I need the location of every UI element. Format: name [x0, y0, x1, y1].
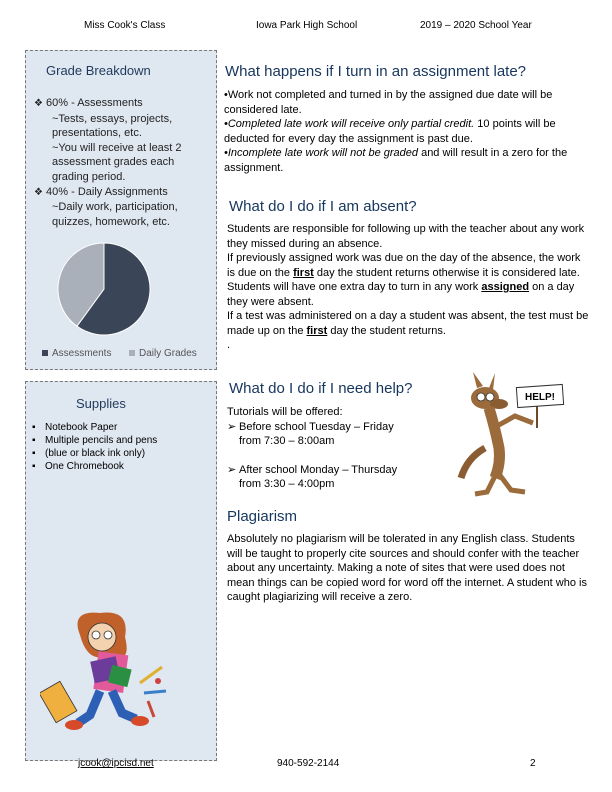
late-bullet-3-italic: •Incomplete late work will not be graded [224, 147, 419, 159]
late-bullet-1: •Work not completed and turned in by the assigned due date will be considered late. [224, 89, 553, 116]
absent-p4 [227, 309, 589, 338]
legend-swatch-assessments [42, 350, 48, 356]
text-run: If a test was administered on a day a student was absent, the test must be made up on the [227, 310, 589, 337]
late-heading: What happens if I turn in an assignment late? [225, 63, 527, 80]
arrow-bullet-icon: ➢ [227, 420, 237, 433]
emphasis-first: first [306, 324, 328, 337]
absent-p5: . [227, 339, 231, 351]
supplies-list [32, 421, 214, 473]
grade-item-daily-detail [34, 200, 216, 229]
detail-line: presentations, etc. [52, 127, 142, 140]
supply-item: ▪ Notebook Paper [32, 421, 214, 434]
detail-line: assessment grades each [52, 156, 175, 169]
pie-slices [58, 243, 150, 335]
grade-pie-chart [32, 236, 212, 364]
footer-email[interactable]: jcook@ipcisd.net [78, 758, 154, 769]
emphasis-first: first [293, 266, 314, 279]
grade-item-assessments: 60% - Assessments [46, 97, 143, 109]
grade-item-daily: 40% - Daily Assignments [46, 185, 168, 198]
grade-item-assessments-detail [34, 112, 216, 185]
supplies-title: Supplies [76, 396, 126, 411]
supply-item-note [32, 447, 214, 460]
coyote-help-illustration [455, 368, 573, 500]
legend-label-daily: Daily Grades [139, 348, 197, 359]
header-teacher: Miss Cook's Class [84, 20, 166, 31]
header-school: Iowa Park High School [256, 20, 358, 31]
footer-phone: 940-592-2144 [277, 758, 340, 769]
detail-line: ~Tests, essays, projects, [52, 112, 173, 125]
grade-breakdown-box [25, 50, 217, 370]
legend-label-assessments: Assessments [52, 348, 112, 359]
diamond-bullet-icon: ❖ [34, 98, 43, 109]
tutorial-after-time: from 3:30 – 4:00pm [239, 478, 335, 490]
tutorial-before [227, 420, 457, 449]
absent-p2 [227, 251, 589, 280]
tutorial-after-days: After school Monday – Thursday [239, 463, 398, 476]
header-year: 2019 – 2020 School Year [420, 20, 532, 31]
late-bullet-2 [224, 117, 584, 146]
plagiarism-heading: Plagiarism [227, 508, 298, 525]
grade-breakdown-title: Grade Breakdown [46, 63, 151, 78]
late-bullet-2-rest: 10 points will be deducted for every day the assignment is past due. [224, 118, 556, 145]
plagiarism-text: Absolutely no plagiarism will be tolerated in any English class. Students will be taught to properly cite sources and should confer with the teacher about any uncertainty. Making a note of sites that were used does not mean things can be copied word for word off the internet. A student who is caught plagiarizing will receive a zero. [227, 533, 587, 603]
text-run: Students will have one extra day to turn in any work [227, 281, 482, 293]
late-bullet-3 [224, 146, 584, 175]
student-books-illustration [40, 605, 175, 737]
tutorial-before-time: from 7:30 – 8:00am [239, 435, 335, 447]
arrow-bullet-icon: ➢ [227, 463, 237, 476]
page-number: 2 [530, 758, 536, 769]
grade-list [34, 96, 216, 229]
tutorial-after [227, 463, 457, 492]
detail-line: quizzes, homework, etc. [52, 215, 170, 228]
help-heading: What do I do if I need help? [229, 380, 413, 397]
emphasis-assigned: assigned [481, 281, 530, 293]
absent-heading: What do I do if I am absent? [229, 198, 417, 215]
supply-item: ▪ One Chromebook [32, 460, 214, 473]
late-bullet-3-rest: and will result in a zero for the assignment. [224, 147, 568, 174]
supply-note-text: (blue or black ink only) [45, 448, 146, 459]
detail-line: grading period. [52, 170, 126, 183]
text-run: If previously assigned work was due on the day of the absence, the work is due on the [227, 252, 581, 279]
tutorial-before-days: Before school Tuesday – Friday [239, 420, 394, 433]
legend-swatch-daily [129, 350, 135, 356]
detail-line: ~You will receive at least 2 [52, 141, 182, 154]
text-run: on a day they were absent. [227, 281, 575, 308]
supply-item: ▪ Multiple pencils and pens [32, 434, 214, 447]
absent-text [227, 222, 589, 353]
late-bullet-2-italic: •Completed late work will receive only partial credit. [224, 118, 475, 130]
help-intro: Tutorials will be offered: [227, 406, 343, 418]
help-text [227, 405, 457, 492]
detail-line: ~Daily work, participation, [52, 201, 178, 214]
absent-p3 [227, 280, 589, 309]
absent-p1: Students are responsible for following up with the teacher about any work they missed during an absence. [227, 223, 585, 250]
text-run: day the student returns otherwise it is considered late. [313, 266, 580, 279]
text-run: day the student returns. [327, 324, 446, 337]
diamond-bullet-icon: ❖ [34, 186, 43, 198]
late-text [224, 88, 584, 175]
help-sign-text: HELP! [525, 392, 555, 403]
